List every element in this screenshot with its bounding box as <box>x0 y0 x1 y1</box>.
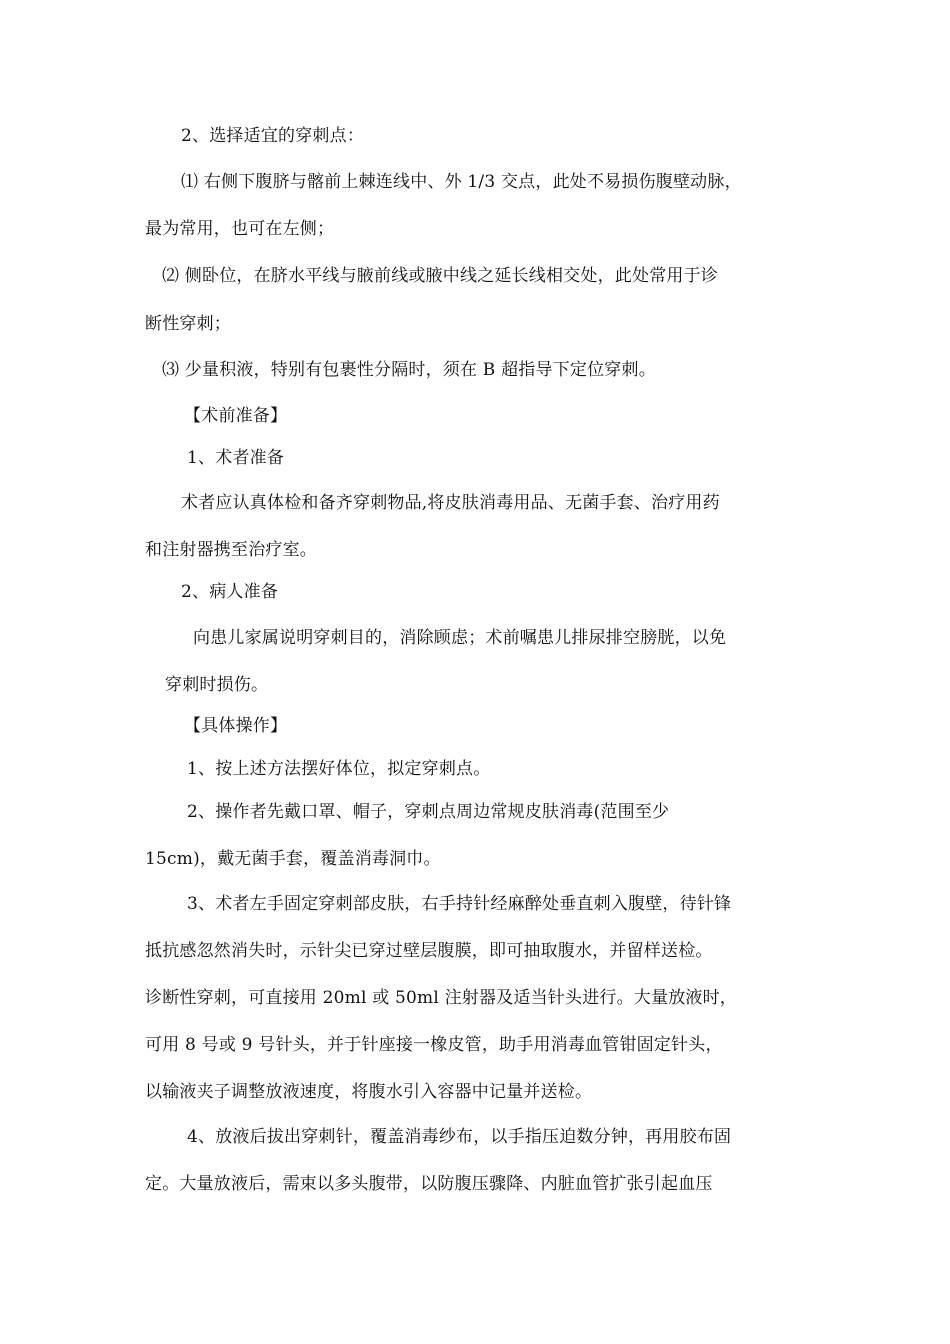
text-line: ⑵ 侧卧位，在脐水平线与腋前线或腋中线之延长线相交处，此处常用于诊 <box>162 266 719 286</box>
text-line: 4、放液后拔出穿刺针，覆盖消毒纱布，以手指压迫数分钟，再用胶布固 <box>187 1127 732 1147</box>
text-line: 抵抗感忽然消失时，示针尖已穿过壁层腹膜，即可抽取腹水，并留样送检。 <box>145 941 713 961</box>
text-line: 术者应认真体检和备齐穿刺物品,将皮肤消毒用品、无菌手套、治疗用药 <box>181 493 720 513</box>
text-line: 2、病人准备 <box>181 582 279 602</box>
text-line: 可用 8 号或 9 号针头，并于针座接一橡皮管，助手用消毒血管钳固定针头， <box>145 1035 723 1055</box>
text-line: 15cm)，戴无菌手套，覆盖消毒洞巾。 <box>145 849 441 869</box>
text-line: 和注射器携至治疗室。 <box>145 540 317 560</box>
text-line: 定。大量放液后，需束以多头腹带，以防腹压骤降、内脏血管扩张引起血压 <box>145 1174 713 1194</box>
text-line: 1、术者准备 <box>187 448 285 468</box>
section-heading: 【术前准备】 <box>184 406 288 426</box>
text-line: 2、选择适宜的穿刺点： <box>181 126 365 146</box>
text-line: 穿刺时损伤。 <box>165 675 269 695</box>
text-line: 断性穿刺； <box>145 314 231 334</box>
text-line: 最为常用，也可在左侧； <box>145 219 335 239</box>
text-line: ⑶ 少量积液，特别有包裹性分隔时，须在 B 超指导下定位穿刺。 <box>162 360 656 380</box>
text-line: ⑴ 右侧下腹脐与髂前上棘连线中、外 1/3 交点，此处不易损伤腹壁动脉， <box>181 172 742 192</box>
section-heading: 【具体操作】 <box>184 716 288 736</box>
text-line: 以输液夹子调整放液速度，将腹水引入容器中记量并送检。 <box>145 1082 593 1102</box>
text-line: 1、按上述方法摆好体位，拟定穿刺点。 <box>187 759 491 779</box>
text-line: 2、操作者先戴口罩、帽子，穿刺点周边常规皮肤消毒(范围至少 <box>187 802 670 822</box>
text-line: 向患儿家属说明穿刺目的，消除顾虑；术前嘱患儿排尿排空膀胱，以免 <box>193 628 727 648</box>
text-line: 诊断性穿刺，可直接用 20ml 或 50ml 注射器及适当针头进行。大量放液时， <box>145 988 737 1008</box>
text-line: 3、术者左手固定穿刺部皮肤，右手持针经麻醉处垂直刺入腹壁，待针锋 <box>187 894 732 914</box>
